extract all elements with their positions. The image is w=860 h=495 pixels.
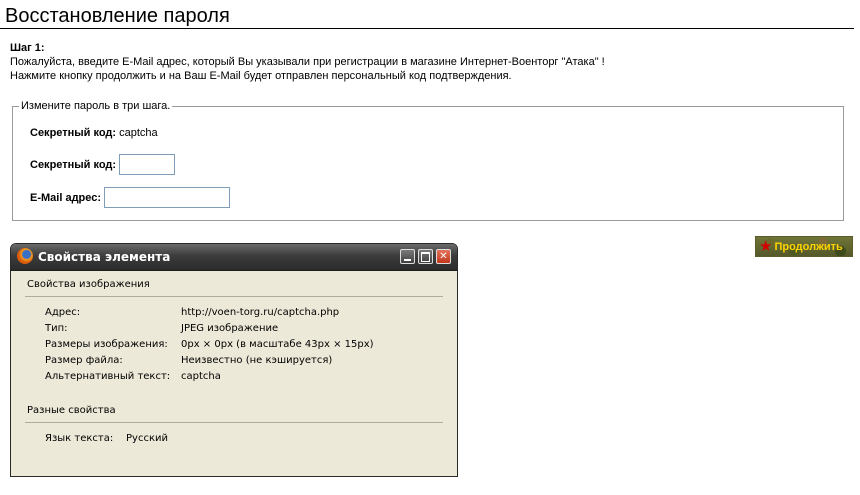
property-value: JPEG изображение	[181, 323, 279, 334]
dialog-title: Свойства элемента	[38, 250, 171, 264]
continue-button[interactable]	[755, 236, 853, 257]
minimize-icon	[404, 259, 411, 261]
property-key: Адрес:	[45, 307, 81, 318]
property-value: http://voen-torg.ru/captcha.php	[181, 307, 340, 318]
dialog-body	[17, 271, 451, 476]
code-input[interactable]	[119, 154, 175, 175]
section-divider	[25, 296, 443, 297]
section-divider	[25, 422, 443, 423]
dialog-titlebar[interactable]	[11, 244, 457, 271]
fieldset-legend: Измените пароль в три шага.	[21, 100, 171, 112]
captcha-image[interactable]: captcha	[119, 127, 158, 139]
email-label: E-Mail адрес:	[30, 191, 102, 204]
element-properties-dialog	[10, 243, 458, 477]
password-reset-fieldset	[12, 100, 844, 221]
image-properties-heading: Свойства изображения	[27, 279, 150, 290]
property-key: Тип:	[45, 323, 68, 334]
minimize-button[interactable]	[400, 249, 415, 264]
page-title: Восстановление пароля	[5, 5, 230, 27]
property-value: Неизвестно (не кэшируется)	[181, 355, 333, 366]
maximize-icon	[421, 252, 430, 262]
property-key: Размер файла:	[45, 355, 123, 366]
maximize-button[interactable]	[418, 249, 433, 264]
code-row	[30, 154, 175, 175]
captcha-row	[30, 126, 158, 140]
step-label: Шаг 1:	[10, 42, 45, 54]
property-value: captcha	[181, 371, 221, 382]
intro-line-1: Пожалуйста, введите E-Mail адрес, который Вы указывали при регистрации в магазине Интернет-Военторг "Атака" !	[10, 56, 605, 68]
property-key: Размеры изображения:	[45, 339, 168, 350]
intro-line-2: Нажмите кнопку продолжить и на Ваш E-Mail будет отправлен персональный код подтверждения.	[10, 70, 512, 82]
language-key: Язык текста:	[45, 433, 114, 444]
close-button[interactable]	[436, 249, 451, 264]
property-value: 0px × 0px (в масштабе 43px × 15px)	[181, 339, 374, 350]
captcha-label: Секретный код:	[30, 127, 117, 139]
property-key: Альтернативный текст:	[45, 371, 171, 382]
email-row	[30, 187, 230, 208]
misc-properties-heading: Разные свойства	[27, 405, 116, 416]
continue-button-label: Продолжить	[774, 240, 843, 253]
firefox-icon	[17, 248, 33, 264]
email-input[interactable]	[104, 187, 230, 208]
language-value: Русский	[126, 433, 168, 444]
code-label: Секретный код:	[30, 158, 117, 171]
intro-text	[10, 41, 605, 83]
close-icon: ✕	[439, 251, 448, 262]
star-icon: ★	[759, 238, 773, 255]
title-divider	[0, 28, 854, 29]
